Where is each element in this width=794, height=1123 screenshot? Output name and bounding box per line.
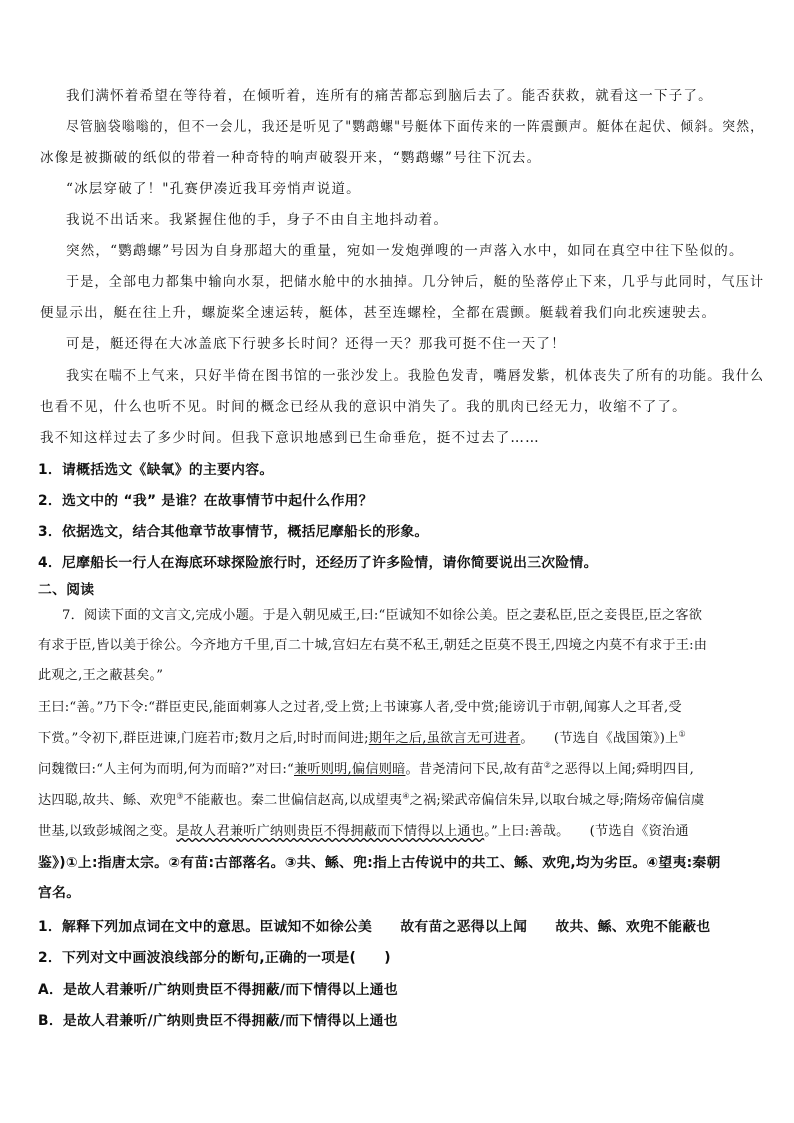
classical-line-7-mid: 不能蔽也。秦二世偏信赵高,以成望夷 <box>183 793 403 808</box>
story-paragraph-8-line-2: 也看不见，什么也听不见。时间的概念已经从我的意识中消失了。我的肌肉已经无力，收缩不了了。 <box>40 399 687 415</box>
footnotes-line-2: 宫名。 <box>38 885 81 901</box>
classical-line-6-mid: 。昔尧清问下民,故有苗 <box>405 762 544 777</box>
story-paragraph-3: “冰层穿破了！"孔赛伊凑近我耳旁悄声说道。 <box>66 181 361 197</box>
story-paragraph-4: 我说不出话来。我紧握住他的手，身子不由自主地抖动着。 <box>66 212 449 228</box>
story-paragraph-5: 突然，“鹦鹉螺”号因为自身那超大的重量，宛如一发炮弹嗖的一声落入水中，如同在真空中往下坠似的。 <box>66 243 744 259</box>
option-a[interactable]: A．是故人君兼听/广纳则贵臣不得拥蔽/而下情得以上通也 <box>38 982 398 998</box>
classical-line-5 <box>38 727 686 746</box>
classical-line-4: 王曰:“善。”乃下令:“群臣吏民,能面刺寡人之过者,受上赏;上书谏寡人者,受中赏;能谤讥于市朝,闻寡人之耳者,受 <box>38 700 682 715</box>
classical-line-2: 有求于臣,皆以美于徐公。今齐地方千里,百二十城,宫妇左右莫不私王,朝廷之臣莫不畏王,四境之内莫不有求于王:由 <box>38 638 708 653</box>
classical-line-7-text: 达四聪,故共、鲧、欢兜 <box>38 793 177 808</box>
classical-line-6-end: 之恶得以上闻;舜明四目, <box>551 762 695 777</box>
classical-line-1: 7．阅读下面的文言文,完成小题。于是入朝见威王,曰:“臣诚知不如徐公美。臣之妻私臣,臣之妾畏臣,臣之客欲 <box>62 608 703 623</box>
question-3: 3．依据选文，结合其他章节故事情节，概括尼摩船长的形象。 <box>38 524 429 540</box>
story-paragraph-1: 我们满怀着希望在等待着，在倾听着，连所有的痛苦都忘到脑后去了。能否获救，就看这一下子了。 <box>66 88 713 104</box>
question-2: 2．选文中的 “我” 是谁？在故事情节中起什么作用？ <box>38 493 373 509</box>
source-note: 。 (节选自《战国策》)上 <box>520 731 679 746</box>
footnote-marker-1: ① <box>678 729 686 739</box>
story-paragraph-6-line-1: 于是，全部电力都集中输向水泵，把储水舱中的水抽掉。几分钟后，艇的坠落停止下来，几乎与此同时，气压计 <box>66 274 765 290</box>
question-1: 1．请概括选文《缺氧》的主要内容。 <box>38 462 274 478</box>
classical-line-5-text: 下赏。”令初下,群臣进谏,门庭若市;数月之后,时时而间进; <box>38 731 369 746</box>
footnote-marker-2: ② <box>543 760 552 770</box>
classical-line-8-text: 世基,以致彭城阁之变。 <box>38 824 177 839</box>
wavy-underlined-sentence: 是故人君兼听广纳则贵臣不得拥蔽而下情得以上通也 <box>176 824 485 839</box>
section-heading: 二、阅读 <box>38 582 95 598</box>
classical-line-8-end: 。”上曰:善哉。 (节选自《资治通 <box>484 824 689 839</box>
story-paragraph-7: 可是，艇还得在大冰盖底下行驶多长时间？还得一天？那我可挺不住一天了！ <box>66 336 566 352</box>
classical-line-7-end: 之祸;梁武帝偏信朱异,以取台城之辱;隋炀帝偏信虞 <box>409 793 705 808</box>
option-b[interactable]: B．是故人君兼听/广纳则贵臣不得拥蔽/而下情得以上通也 <box>38 1013 398 1029</box>
sub-question-1: 1．解释下列加点词在文中的意思。臣诚知不如徐公美 故有苗之恶得以上闻 故共、鲧、欢兜不能蔽也 <box>38 919 711 935</box>
story-paragraph-2-line-1: 尽管脑袋嗡嗡的，但不一会儿，我还是听见了"鹦鹉螺"号艇体下面传来的一阵震颤声。艇体在起伏、倾斜。突然， <box>66 119 765 135</box>
underlined-sentence: 期年之后,虽欲言无可进者 <box>368 731 521 746</box>
story-paragraph-8-line-1: 我实在喘不上气来，只好半倚在图书馆的一张沙发上。我脸色发青，嘴唇发紫，机体丧失了所有的功能。我什么 <box>66 368 765 384</box>
classical-line-6 <box>38 758 694 777</box>
underlined-phrase: 兼听则明,偏信则暗 <box>293 762 406 777</box>
story-paragraph-2-line-2: 冰像是被撕破的纸似的带着一种奇特的响声破裂开来，“鹦鹉螺”号往下沉去。 <box>40 150 542 166</box>
question-4: 4．尼摩船长一行人在海底环球探险旅行时，还经历了许多险情，请你简要说出三次险情。 <box>38 555 598 571</box>
classical-line-6-text: 问魏徵曰:“人主何为而明,何为而暗?”对曰:“ <box>38 762 294 777</box>
classical-line-3: 此观之,王之蔽甚矣。” <box>38 668 164 683</box>
footnote-marker-4: ④ <box>402 791 410 801</box>
footnotes-line-1: 鉴》)①上:指唐太宗。②有苗:古部落名。③共、鲧、兜:指上古传说中的共工、鲧、欢兜,均为劣臣。④望夷:秦朝 <box>38 855 721 871</box>
story-paragraph-6-line-2: 便显示出，艇在往上升，螺旋桨全速运转，艇体，甚至连螺栓，全都在震颤。艇载着我们向北疾速驶去。 <box>40 305 717 321</box>
sub-question-2: 2．下列对文中画波浪线部分的断句,正确的一项是( ) <box>38 950 391 966</box>
classical-line-8 <box>38 820 689 839</box>
classical-line-7 <box>38 789 704 808</box>
footnote-marker-3: ③ <box>176 791 184 801</box>
story-paragraph-9: 我不知这样过去了多少时间。但我下意识地感到已生命垂危，挺不过去了…… <box>40 430 540 446</box>
